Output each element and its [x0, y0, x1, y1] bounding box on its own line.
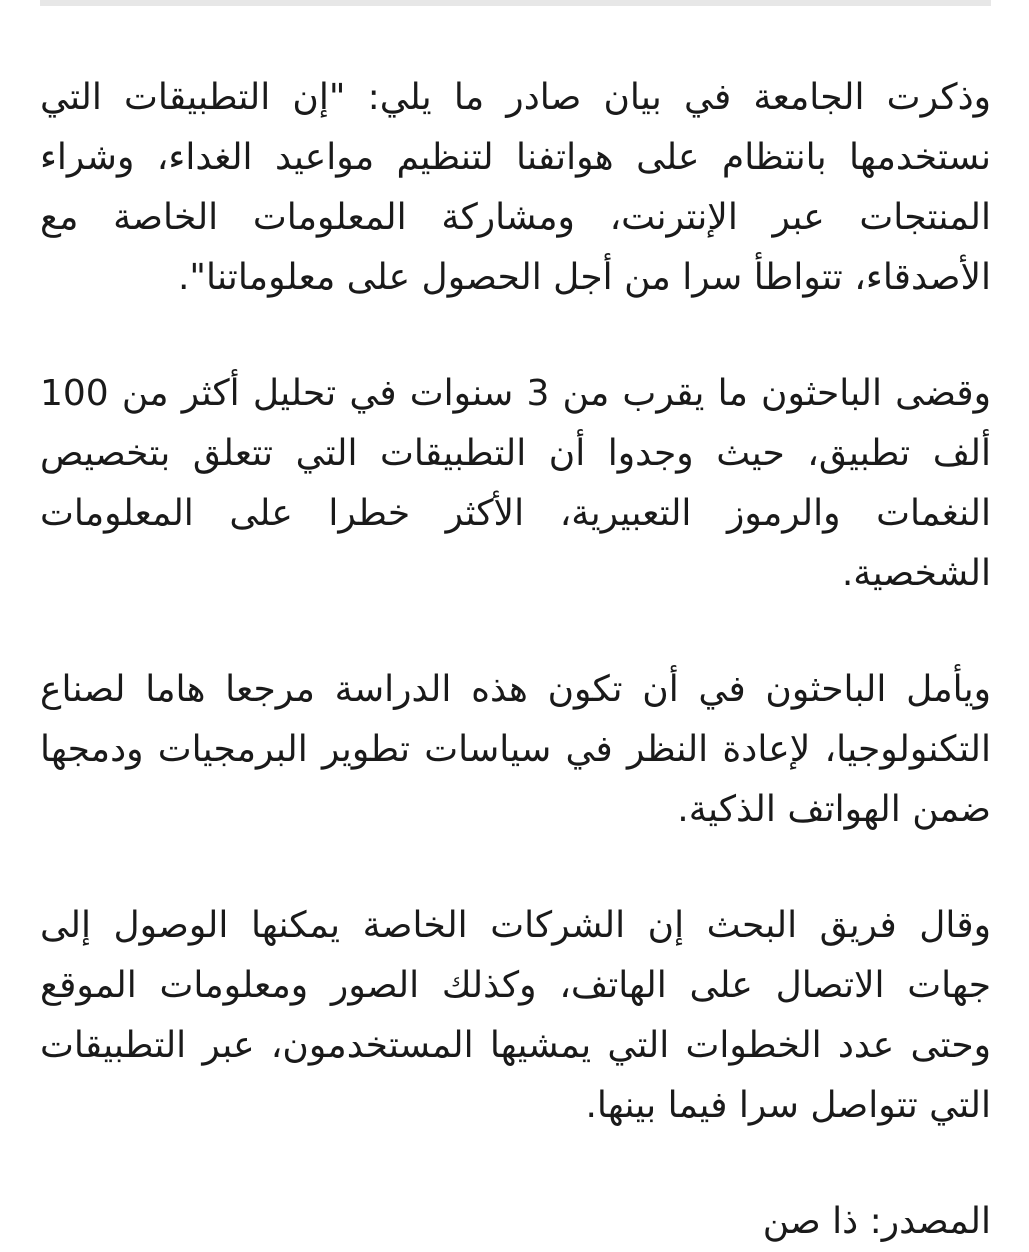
article-paragraph-2: وقضى الباحثون ما يقرب من 3 سنوات في تحليل أكثر من 100 ألف تطبيق، حيث وجدوا أن التطبيقات التي تتعلق بتخصيص النغمات والرموز التعبيرية، الأكثر خطرا على المعلومات الشخصية. — [40, 373, 992, 594]
article-paragraph-3: ويأمل الباحثون في أن تكون هذه الدراسة مرجعا هاما لصناع التكنولوجيا، لإعادة النظر في سياسات تطوير البرمجيات ودمجها ضمن الهواتف الذكية. — [40, 669, 991, 830]
article-paragraph-1: وذكرت الجامعة في بيان صادر ما يلي: "إن التطبيقات التي نستخدمها بانتظام على هواتفنا لتنظيم مواعيد الغداء، وشراء المنتجات عبر الإنترنت، ومشاركة المعلومات الخاصة مع الأصدقاء، تتواطأ سرا من أجل الحصول على معلوماتنا". — [40, 77, 991, 298]
article-paragraph-4: وقال فريق البحث إن الشركات الخاصة يمكنها الوصول إلى جهات الاتصال على الهاتف، وكذلك الصور ومعلومات الموقع وحتى عدد الخطوات التي يمشيها المستخدمون، عبر التطبيقات التي تتواصل سرا فيما بينها. — [40, 905, 991, 1126]
article-source: المصدر: ذا صن — [762, 1201, 991, 1242]
top-divider — [40, 0, 991, 6]
article-body — [40, 68, 991, 1252]
